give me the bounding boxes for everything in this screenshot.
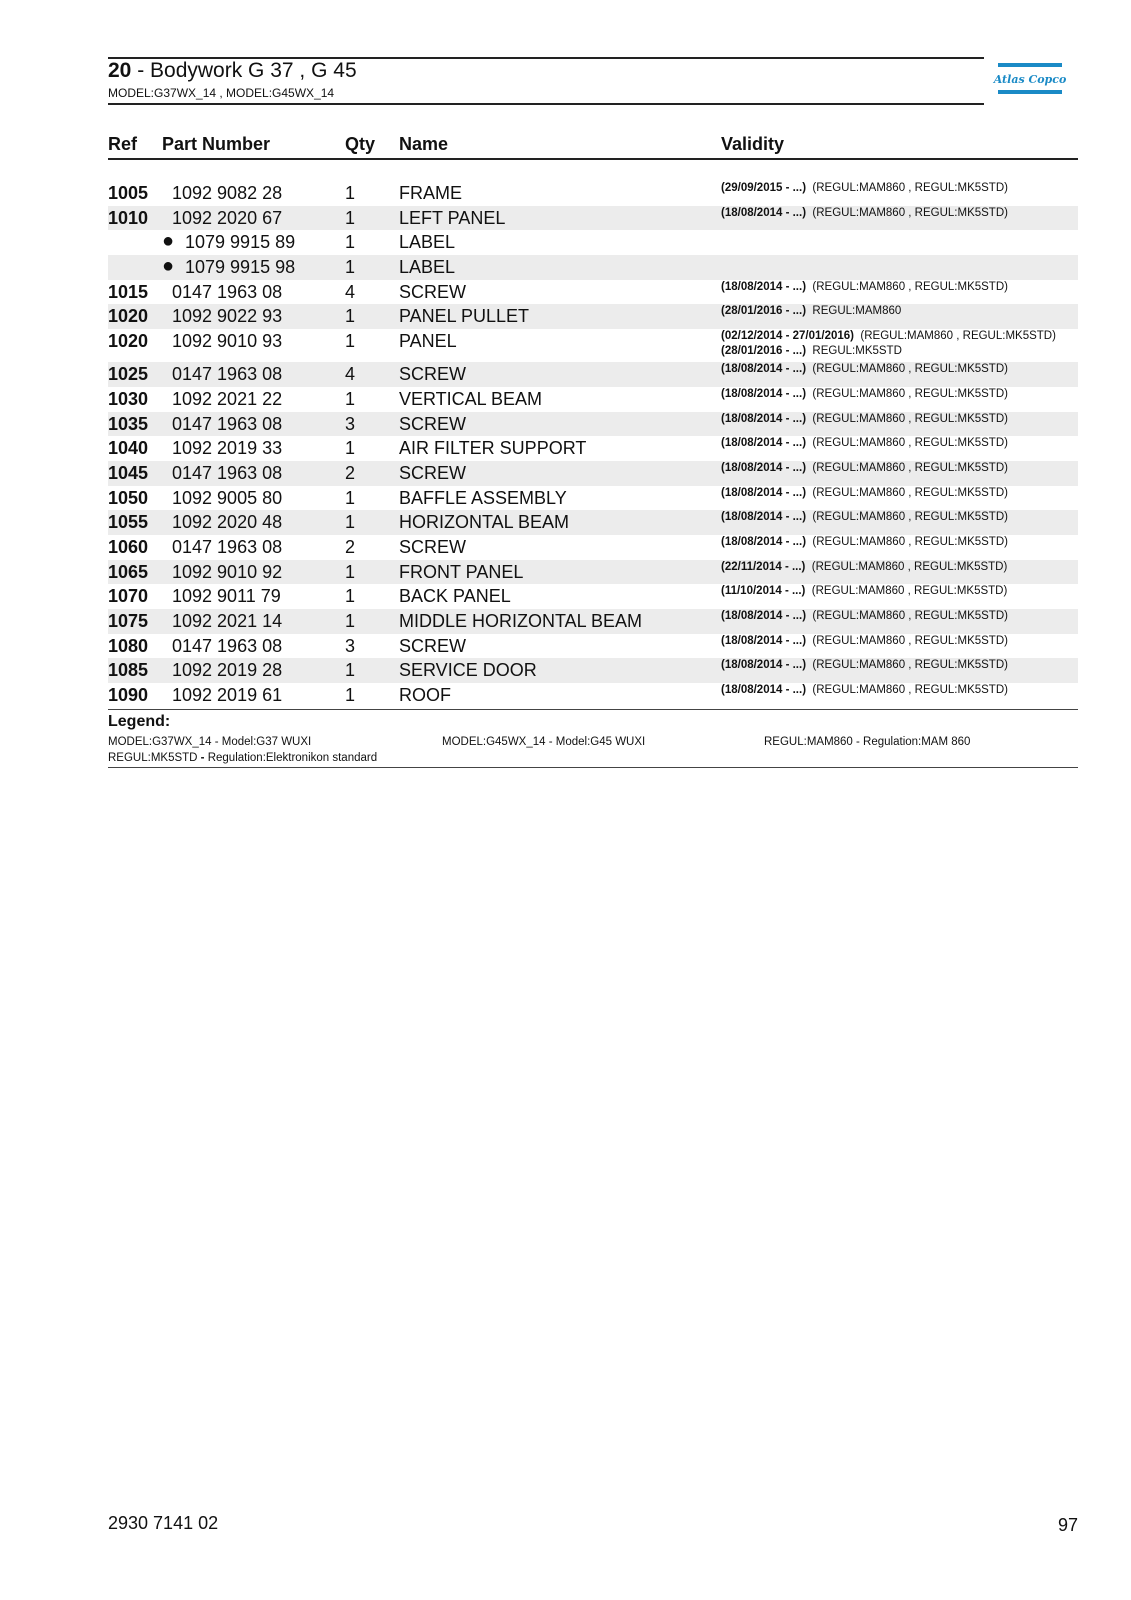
validity-regulation: (REGUL:MAM860 , REGUL:MK5STD) <box>812 206 1008 219</box>
validity-regulation: (REGUL:MAM860 , REGUL:MK5STD) <box>811 585 1008 598</box>
ref-cell: 1035 <box>108 413 149 434</box>
validity-date: (29/09/2015 - ...) <box>721 182 807 194</box>
part-number-cell: 0147 1963 08 <box>172 364 283 385</box>
legend-heading: Legend: <box>108 713 171 730</box>
validity-cell <box>721 510 1008 525</box>
validity-date: (18/08/2014 - ...) <box>721 461 807 474</box>
validity-cell <box>721 683 1008 698</box>
part-number-cell: 1079 9915 89 <box>185 232 296 253</box>
name-cell: ROOF <box>399 685 451 706</box>
ref-cell: 1080 <box>108 635 149 656</box>
validity-cell <box>721 535 1008 550</box>
validity-regulation: (REGUL:MAM860 , REGUL:MK5STD) <box>812 387 1008 400</box>
validity-date: (18/08/2014 - ...) <box>721 387 807 400</box>
col-ref: Ref <box>108 134 138 154</box>
qty-cell: 1 <box>345 660 356 681</box>
validity-date: (18/08/2014 - ...) <box>721 280 807 293</box>
validity-cell <box>721 412 1008 427</box>
name-cell: BAFFLE ASSEMBLY <box>399 487 567 508</box>
bullet-icon: ● <box>162 230 175 253</box>
part-number-cell: 1092 2019 28 <box>172 660 283 681</box>
table-row <box>108 206 1078 231</box>
part-number-cell: 1092 9005 80 <box>172 487 283 508</box>
validity-date: (18/08/2014 - ...) <box>721 412 807 425</box>
validity-date: (18/08/2014 - ...) <box>721 511 807 524</box>
validity-date: (28/01/2016 - ...) <box>721 345 807 358</box>
validity-regulation: (REGUL:MAM860 , REGUL:MK5STD) <box>812 280 1008 293</box>
legend-mk5std-key: REGUL:MK5STD <box>108 752 198 764</box>
validity-regulation: (REGUL:MAM860 , REGUL:MK5STD) <box>812 486 1008 499</box>
validity-cell <box>721 436 1008 451</box>
validity-cell <box>721 280 1008 295</box>
validity-date: (11/10/2014 - ...) <box>721 585 806 598</box>
ref-cell: 1065 <box>108 561 149 582</box>
name-cell: MIDDLE HORIZONTAL BEAM <box>399 611 643 631</box>
name-cell: PANEL PULLET <box>399 306 530 327</box>
name-cell: SCREW <box>399 462 466 483</box>
ref-cell: 1075 <box>108 611 149 631</box>
name-cell: SERVICE DOOR <box>399 660 537 681</box>
legend <box>108 709 1078 768</box>
part-number-cell: 0147 1963 08 <box>172 536 283 557</box>
qty-cell: 1 <box>345 685 356 706</box>
name-cell: LABEL <box>399 232 456 253</box>
ref-cell: 1020 <box>108 331 149 352</box>
validity-date: (18/08/2014 - ...) <box>721 437 807 450</box>
validity-cell <box>721 181 1008 196</box>
part-number-cell: 1092 2019 33 <box>172 438 283 459</box>
table-row <box>108 510 1078 535</box>
table-row <box>108 486 1078 511</box>
ref-cell: 1040 <box>108 438 149 459</box>
validity-cell <box>721 461 1008 476</box>
qty-cell: 1 <box>345 183 356 203</box>
table-row <box>108 634 1078 659</box>
ref-cell: 1005 <box>108 183 149 203</box>
ref-cell: 1060 <box>108 536 149 557</box>
qty-cell: 1 <box>345 512 356 533</box>
table-row <box>108 387 1078 412</box>
validity-regulation: (REGUL:MAM860 , REGUL:MK5STD) <box>812 659 1008 672</box>
validity-cell <box>721 634 1008 649</box>
table-row <box>108 181 1078 206</box>
qty-cell: 3 <box>345 635 356 656</box>
validity-date: (18/08/2014 - ...) <box>721 634 807 647</box>
part-number-cell: 0147 1963 08 <box>172 635 283 656</box>
table-row <box>108 255 1078 280</box>
validity-date: (18/08/2014 - ...) <box>721 486 807 499</box>
table-row <box>108 329 1078 362</box>
validity-date: (18/08/2014 - ...) <box>721 363 807 376</box>
validity-regulation: (REGUL:MAM860 , REGUL:MK5STD) <box>812 634 1008 647</box>
ref-cell: 1070 <box>108 586 149 607</box>
ref-cell: 1055 <box>108 512 149 533</box>
name-cell: FRONT PANEL <box>399 561 524 582</box>
validity-regulation: (REGUL:MAM860 , REGUL:MK5STD) <box>812 412 1008 425</box>
validity-date: (22/11/2014 - ...) <box>721 560 806 573</box>
page-number: 97 <box>1058 1515 1079 1535</box>
ref-cell: 1090 <box>108 685 149 706</box>
table-row <box>108 560 1078 585</box>
ref-cell: 1020 <box>108 306 149 327</box>
validity-regulation: (REGUL:MAM860 , REGUL:MK5STD) <box>812 363 1008 376</box>
name-cell: FRAME <box>399 183 462 203</box>
ref-cell: 1045 <box>108 462 149 483</box>
qty-cell: 1 <box>345 207 356 228</box>
validity-regulation: (REGUL:MAM860 , REGUL:MK5STD) <box>860 330 1056 343</box>
name-cell: SCREW <box>399 413 466 434</box>
validity-cell <box>721 304 902 319</box>
atlas-copco-logo <box>993 63 1067 94</box>
legend-mk5std-sep: - <box>197 752 208 764</box>
col-qty: Qty <box>345 134 376 154</box>
validity-regulation: REGUL:MAM860 <box>812 305 902 318</box>
part-number-cell: 1092 9010 93 <box>172 331 283 352</box>
qty-cell: 1 <box>345 438 356 459</box>
name-cell: VERTICAL BEAM <box>399 388 543 409</box>
validity-regulation: (REGUL:MAM860 , REGUL:MK5STD) <box>812 535 1008 548</box>
ref-cell: 1010 <box>108 207 149 228</box>
qty-cell: 2 <box>345 462 356 483</box>
part-number-cell: 1092 9022 93 <box>172 306 283 327</box>
part-number-cell: 1092 2019 61 <box>172 685 283 706</box>
part-number-cell: 1079 9915 98 <box>185 257 296 278</box>
ref-cell: 1050 <box>108 487 149 508</box>
part-number-cell: 1092 2020 48 <box>172 512 283 533</box>
validity-date: (18/08/2014 - ...) <box>721 684 807 697</box>
qty-cell: 4 <box>345 364 356 385</box>
validity-cell <box>721 658 1008 673</box>
name-cell: HORIZONTAL BEAM <box>399 512 570 533</box>
validity-cell <box>721 609 1008 624</box>
parts-table <box>108 181 1078 708</box>
col-validity: Validity <box>721 134 785 154</box>
ref-cell: 1085 <box>108 660 149 681</box>
table-row <box>108 304 1078 329</box>
column-headers <box>108 132 1078 160</box>
qty-cell: 1 <box>345 611 356 631</box>
table-row <box>108 412 1078 437</box>
table-row <box>108 683 1078 708</box>
validity-regulation: (REGUL:MAM860 , REGUL:MK5STD) <box>812 461 1008 474</box>
validity-cell <box>721 560 1008 575</box>
validity-cell <box>721 329 1056 359</box>
qty-cell: 1 <box>345 306 356 327</box>
validity-cell <box>721 362 1008 377</box>
name-cell: SCREW <box>399 536 466 557</box>
validity-regulation: (REGUL:MAM860 , REGUL:MK5STD) <box>812 511 1008 524</box>
table-row <box>108 609 1078 634</box>
ref-cell: 1030 <box>108 388 149 409</box>
bullet-icon: ● <box>162 255 175 278</box>
section-number: 20 <box>108 59 132 82</box>
name-cell: SCREW <box>399 281 466 302</box>
validity-date: (18/08/2014 - ...) <box>721 659 807 672</box>
page-header <box>108 57 984 105</box>
qty-cell: 3 <box>345 413 356 434</box>
validity-regulation: (REGUL:MAM860 , REGUL:MK5STD) <box>812 610 1008 622</box>
name-cell: BACK PANEL <box>399 586 511 607</box>
legend-g37: MODEL:G37WX_14 - Model:G37 WUXI <box>108 736 312 748</box>
part-number-cell: 0147 1963 08 <box>172 462 283 483</box>
ref-cell: 1015 <box>108 281 149 302</box>
table-row <box>108 584 1078 609</box>
logo-text: Atlas Copco <box>993 73 1067 86</box>
validity-cell <box>721 206 1008 221</box>
qty-cell: 1 <box>345 388 356 409</box>
section-title: - Bodywork G 37 , G 45 <box>131 59 357 82</box>
part-number-cell: 0147 1963 08 <box>172 281 283 302</box>
validity-cell <box>721 387 1008 402</box>
validity-date: (18/08/2014 - ...) <box>721 535 807 548</box>
validity-regulation: REGUL:MK5STD <box>812 345 902 358</box>
validity-regulation: (REGUL:MAM860 , REGUL:MK5STD) <box>812 684 1008 697</box>
document-number: 2930 7141 02 <box>108 1513 219 1533</box>
name-cell: LEFT PANEL <box>399 207 506 228</box>
validity-cell <box>721 584 1008 599</box>
table-row <box>108 230 1078 255</box>
qty-cell: 2 <box>345 536 356 557</box>
part-number-cell: 0147 1963 08 <box>172 413 283 434</box>
validity-date: (18/08/2014 - ...) <box>721 610 807 622</box>
validity-cell <box>721 486 1008 501</box>
legend-g45: MODEL:G45WX_14 - Model:G45 WUXI <box>442 736 646 748</box>
table-row <box>108 280 1078 305</box>
table-row <box>108 436 1078 461</box>
part-number-cell: 1092 9082 28 <box>172 183 283 203</box>
table-row <box>108 362 1078 387</box>
part-number-cell: 1092 9010 92 <box>172 561 283 582</box>
validity-date: (02/12/2014 - 27/01/2016) <box>721 330 854 343</box>
name-cell: SCREW <box>399 635 466 656</box>
legend-mk5std-value: Regulation:Elektronikon standard <box>207 752 378 764</box>
page-title <box>108 59 357 83</box>
col-part-number: Part Number <box>162 134 271 154</box>
qty-cell: 1 <box>345 561 356 582</box>
validity-date: (18/08/2014 - ...) <box>721 206 807 219</box>
validity-regulation: (REGUL:MAM860 , REGUL:MK5STD) <box>811 560 1008 573</box>
qty-cell: 1 <box>345 487 356 508</box>
model-list: MODEL:G37WX_14 , MODEL:G45WX_14 <box>108 86 335 100</box>
qty-cell: 4 <box>345 281 356 302</box>
validity-regulation: (REGUL:MAM860 , REGUL:MK5STD) <box>812 437 1008 450</box>
name-cell: SCREW <box>399 364 466 385</box>
legend-mam860: REGUL:MAM860 - Regulation:MAM 860 <box>764 736 971 748</box>
validity-date: (28/01/2016 - ...) <box>721 305 807 318</box>
qty-cell: 1 <box>345 586 356 607</box>
table-row <box>108 658 1078 683</box>
qty-cell: 1 <box>345 331 356 352</box>
name-cell: LABEL <box>399 257 456 278</box>
col-name: Name <box>399 134 449 154</box>
ref-cell: 1025 <box>108 364 149 385</box>
part-number-cell: 1092 2020 67 <box>172 207 283 228</box>
qty-cell: 1 <box>345 232 356 253</box>
part-number-cell: 1092 2021 14 <box>172 611 283 631</box>
name-cell: PANEL <box>399 331 457 352</box>
table-row <box>108 535 1078 560</box>
part-number-cell: 1092 9011 79 <box>172 586 281 607</box>
validity-regulation: (REGUL:MAM860 , REGUL:MK5STD) <box>812 182 1008 194</box>
table-row <box>108 461 1078 486</box>
qty-cell: 1 <box>345 257 356 278</box>
part-number-cell: 1092 2021 22 <box>172 388 283 409</box>
name-cell: AIR FILTER SUPPORT <box>399 438 587 459</box>
legend-mk5std <box>108 752 377 764</box>
